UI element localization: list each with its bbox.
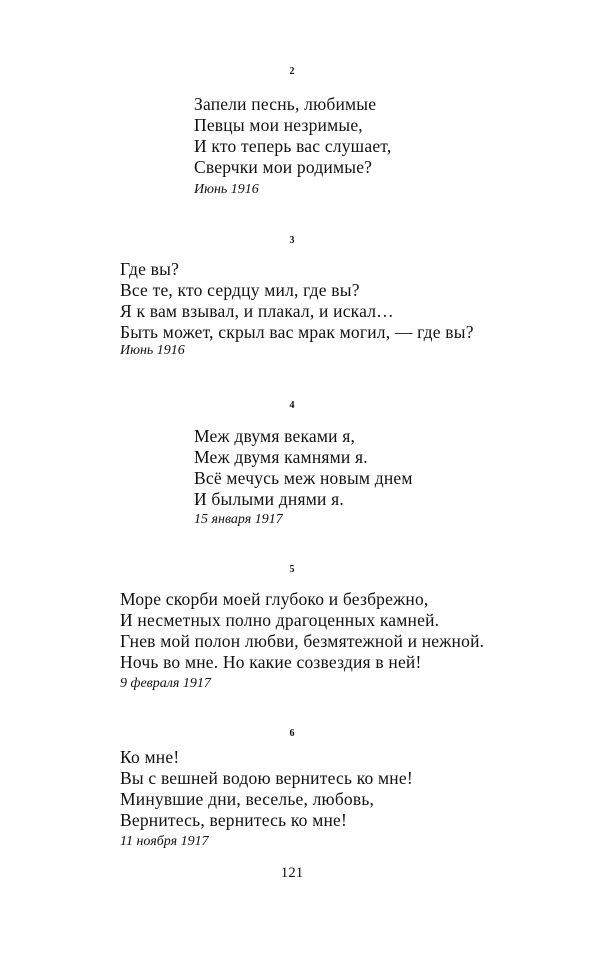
poem-stanza [120,259,474,343]
poem-number: 3 [289,235,295,246]
poem-line: Вернитесь, вернитесь ко мне! [120,810,348,830]
poem-line: Минувшие дни, веселье, любовь, [120,789,375,809]
poem-date: Июнь 1916 [120,343,185,358]
poem-stanza [194,94,391,178]
poem-line: Всё мечусь меж новым днем [194,468,413,488]
poem-line: Ночь во мне. Но какие созвездия в ней! [120,652,422,672]
poem-line: Сверчки мои родимые? [194,157,373,177]
poem-date: 15 января 1917 [194,512,283,527]
poem-line: Где вы? [120,259,180,279]
poem-line: Гнев мой полон любви, безмятежной и нежной. [120,631,485,651]
poem-line: И несметных полно драгоценных камней. [120,610,440,630]
poem-date: 11 ноября 1917 [120,834,209,849]
poem-line: Все те, кто сердцу мил, где вы? [120,280,360,300]
poem-number: 2 [289,66,295,77]
poem-line: Меж двумя веками я, [194,426,356,446]
poem-stanza [120,747,413,831]
poem-line: И кто теперь вас слушает, [194,136,392,156]
poem-date: Июнь 1916 [194,182,259,197]
poem-line: Я к вам взывал, и плакал, и искал… [120,301,394,321]
poem-line: И былыми днями я. [194,489,344,509]
poem-number: 4 [289,400,295,411]
poem-stanza [194,426,413,510]
poem-line: Море скорби моей глубоко и безбрежно, [120,589,429,609]
poem-line: Меж двумя камнями я. [194,447,368,467]
poem-number: 6 [289,728,295,739]
poem-date: 9 февраля 1917 [120,676,211,691]
poem-line: Быть может, скрыл вас мрак могил, — где вы? [120,322,474,342]
poem-number: 5 [289,564,295,575]
poem-line: Запели песнь, любимые [194,94,377,114]
poem-line: Вы с вешней водою вернитесь ко мне! [120,768,413,788]
page-number: 121 [280,865,304,881]
poem-line: Певцы мои незримые, [194,115,363,135]
poem-stanza [120,589,484,673]
poem-line: Ко мне! [120,747,180,767]
